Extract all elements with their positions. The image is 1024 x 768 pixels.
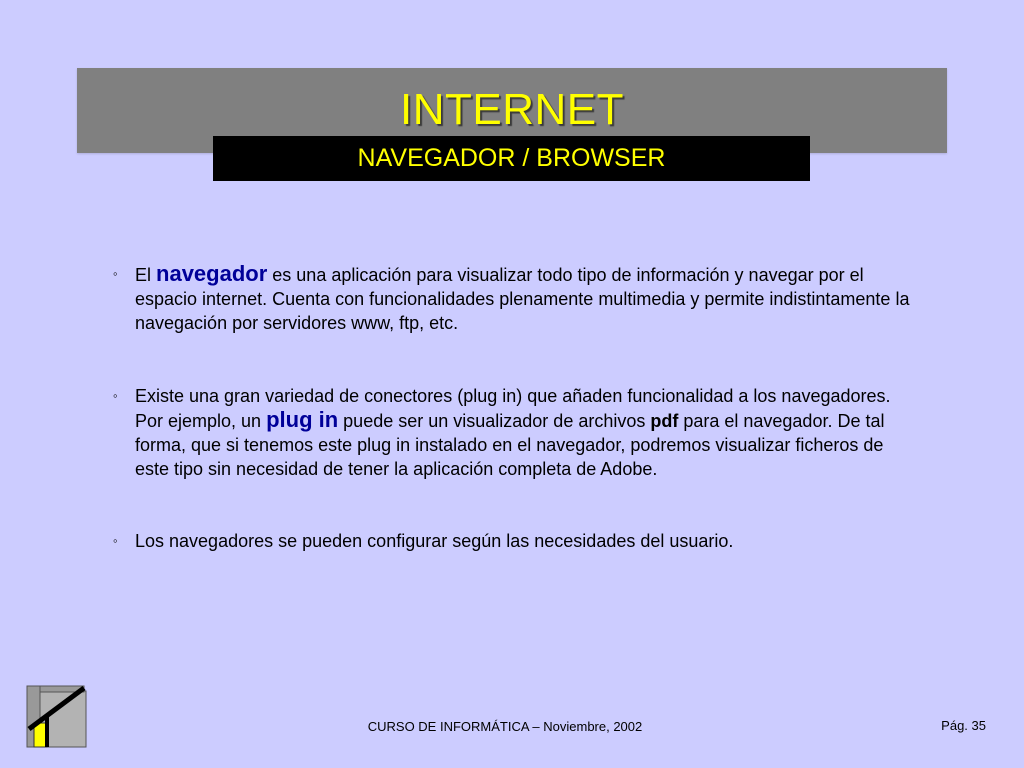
- bullet-text: Los navegadores se pueden configurar según las necesidades del usuario.: [135, 531, 734, 551]
- bullet-text: El: [135, 265, 157, 285]
- keyword-plug-in: plug in: [266, 407, 339, 432]
- bullet-marker-icon: ◦: [113, 533, 118, 548]
- bullet-text: para el navegador. De tal forma, que si tenemos este plug in instalado en el navegador, podremos visualizar ficheros de este tipo sin necesidad de tener la aplicación completa de Adobe.: [135, 411, 885, 479]
- bullet-list: [110, 262, 910, 553]
- bullet-item: [110, 262, 910, 335]
- slide-title: INTERNET: [400, 85, 624, 134]
- bullet-item: [110, 384, 910, 481]
- footer-page-number: Pág. 35: [941, 718, 986, 733]
- bullet-marker-icon: ◦: [113, 388, 118, 403]
- bullet-text: puede ser un visualizador de archivos: [338, 411, 651, 431]
- bullet-text: Existe una gran variedad de conectores (plug in) que añaden funcionalidad a los navegadores. Por ejemplo, un: [135, 386, 891, 431]
- course-logo-icon: [26, 685, 87, 748]
- bullet-item: [110, 529, 910, 553]
- slide-subtitle: NAVEGADOR / BROWSER: [213, 136, 810, 181]
- bullet-marker-icon: ◦: [113, 266, 118, 281]
- bullet-text: es una aplicación para visualizar todo tipo de información y navegar por el espacio internet. Cuenta con funcionalidades plenamente multimedia y permite indistintamente la navegación por servidores www, ftp, etc.: [135, 265, 910, 333]
- keyword-pdf: pdf: [650, 411, 679, 431]
- footer-course: CURSO DE INFORMÁTICA – Noviembre, 2002: [367, 719, 643, 734]
- keyword-navegador: navegador: [156, 261, 268, 286]
